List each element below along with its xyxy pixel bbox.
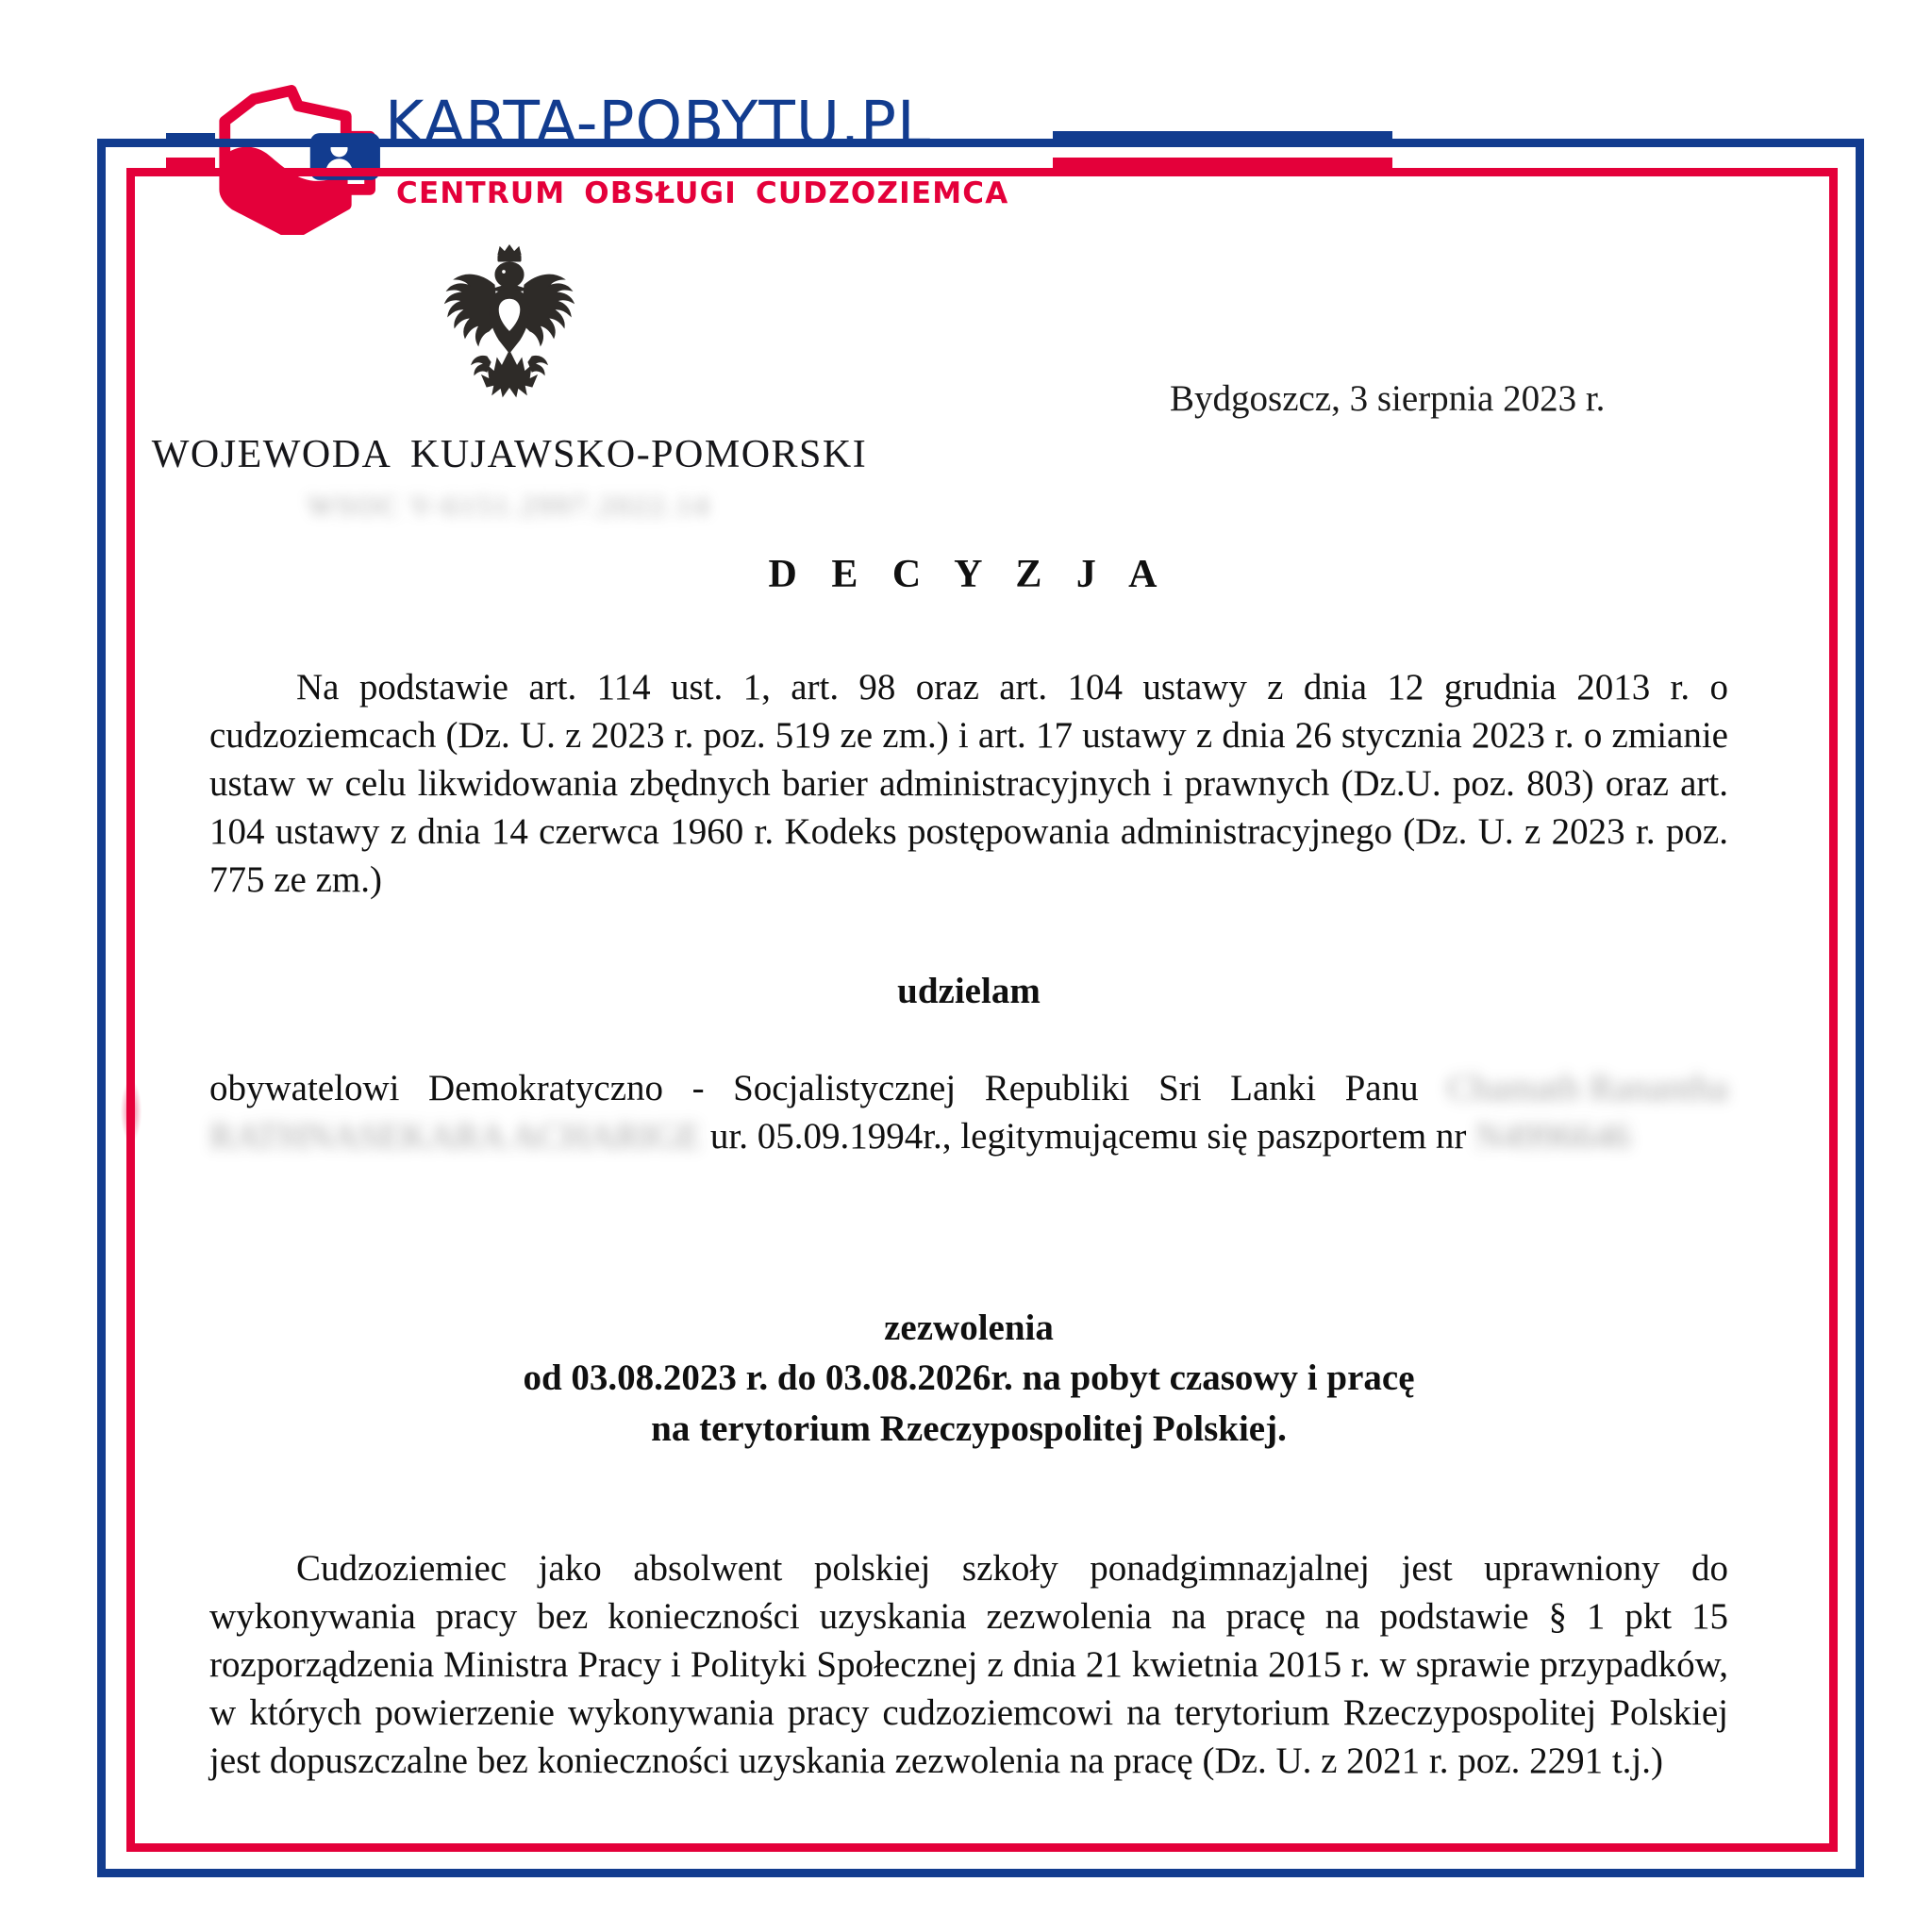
place-and-date: Bydgoszcz, 3 sierpnia 2023 r.: [1170, 378, 1606, 419]
stripe-blue: [166, 133, 215, 143]
permit-territory: na terytorium Rzeczypospolitej Polskiej.: [651, 1408, 1287, 1450]
brand-tagline: CENTRUM OBSŁUGI CUDZOZIEMCA: [396, 176, 1009, 210]
legal-basis-paragraph: Na podstawie art. 114 ust. 1, art. 98 oraz art. 104 ustawy z dnia 12 grudnia 2013 r. o cudzoziemcach (Dz. U. z 2023 r. poz. 519 ze zm.) i art. 17 ustawy z dnia 26 stycznia 2023 r. o zmianie ustaw w celu likwidowania zbędnych barier administracyjnych i prawnych (Dz.U. poz. 803) oraz art. 104 ustawy z dnia 14 czerwca 1960 r. Kodeks postępowania administracyjnego (Dz. U. z 2023 r. poz. 775 ze zm.): [209, 667, 1728, 901]
frame-smudge-artifact: [121, 1080, 142, 1142]
poland-map-id-card-icon: [209, 79, 389, 235]
document-body: [209, 552, 1728, 1785]
brand-title: KARTA-POBYTU.PL: [385, 89, 932, 158]
grant-verb: udzielam: [897, 971, 1041, 1012]
passport-number-redacted: N4996646: [1475, 1116, 1631, 1158]
recipient-prefix: obywatelowi Demokratyczno - Socjalistycznej Republiki Sri Lanki Panu: [209, 1068, 1419, 1109]
issuing-authority-block: [142, 236, 877, 523]
polish-eagle-emblem: [415, 236, 604, 425]
authority-name: WOJEWODA KUJAWSKO-POMORSKI: [151, 433, 868, 476]
case-reference-number: WSOC V-6151.2997.2022.14: [308, 491, 711, 522]
closing-paragraph: Cudzoziemiec jako absolwent polskiej szkoły ponadgimnazjalnej jest uprawniony do wykonywania pracy bez konieczności uzyskania zezwolenia na pracę na podstawie § 1 pkt 15 rozporządzenia Ministra Pracy i Polityki Społecznej z dnia 21 kwietnia 2015 r. w sprawie przypadków, w których powierzenie wykonywania pracy cudzoziemcowi na terytorium Rzeczypospolitej Polskiej jest dopuszczalne bez konieczności uzyskania zezwolenia na pracę (Dz. U. z 2021 r. poz. 2291 t.j.): [209, 1547, 1728, 1782]
brand-stripes-left: [166, 133, 215, 175]
brand-stripes-right: [1053, 131, 1392, 173]
recipient-paragraph: [209, 1064, 1728, 1160]
document-heading: D E C Y Z J A: [768, 553, 1170, 596]
recipient-surname-redacted: RATHNASEKARA ACHARIGE: [209, 1116, 702, 1158]
birth-and-passport-text: ur. 05.09.1994r., legitymującemu się paszportem nr: [709, 1116, 1467, 1158]
permit-details-block: [209, 1303, 1728, 1455]
stripe-red: [1053, 158, 1392, 169]
site-brand-header: [0, 0, 1932, 236]
permit-period: od 03.08.2023 r. do 03.08.2026r. na pobyt czasowy i pracę: [523, 1357, 1415, 1399]
permit-label: zezwolenia: [884, 1307, 1054, 1348]
stripe-red: [166, 158, 215, 168]
recipient-given-name-redacted: Chamath Ranantha: [1447, 1068, 1728, 1109]
stripe-blue: [1053, 131, 1392, 142]
